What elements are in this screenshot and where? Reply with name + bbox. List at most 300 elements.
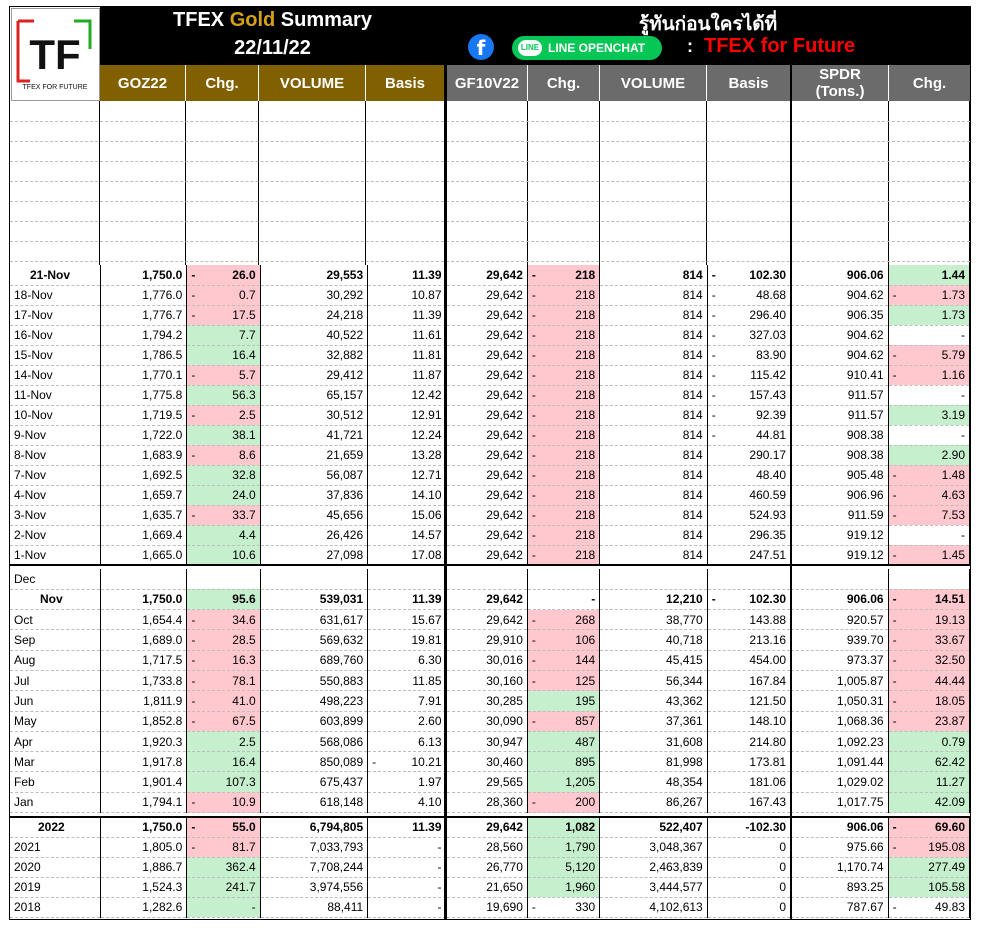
goz-change-value: 107.3 [225, 775, 256, 790]
spdr-header-line2: (Tons.) [815, 83, 865, 100]
row-label [10, 772, 100, 792]
goz-change-value: 0.7 [238, 288, 256, 302]
row-label-value: 4-Nov [14, 488, 47, 502]
negative-sign: - [191, 693, 196, 708]
negative-sign: - [531, 508, 536, 522]
negative-sign: - [531, 612, 536, 627]
goz-change [187, 650, 260, 670]
spdr-change [888, 325, 969, 345]
goz-price-value: 1,750.0 [142, 267, 183, 282]
goz-basis [368, 630, 446, 650]
goz-price-value: 1,776.0 [142, 288, 183, 302]
spdr-change [888, 752, 969, 772]
goz-volume [260, 752, 368, 772]
goz-change-value: 41.0 [232, 693, 256, 708]
brand-name: TFEX for Future [704, 35, 856, 57]
row-label-value: Mar [14, 754, 35, 769]
gf-basis [707, 817, 790, 837]
goz-volume [260, 285, 368, 305]
negative-sign: - [531, 328, 536, 342]
gf-price [446, 305, 527, 325]
table-row [10, 485, 970, 505]
gf-basis-value: 48.40 [756, 468, 787, 482]
goz-volume [260, 610, 368, 630]
spdr-change [888, 569, 969, 589]
spdr-tons-value: 975.66 [846, 840, 884, 854]
spdr-tons [791, 505, 888, 525]
spdr-tons-value: 939.70 [846, 633, 884, 648]
gf-price-value: 29,642 [486, 368, 523, 382]
goz-basis [368, 485, 446, 505]
goz-basis [368, 877, 446, 897]
gf-price-value: 29,642 [486, 267, 523, 282]
spdr-tons-value: 906.35 [846, 308, 884, 322]
goz-change-value: 10.6 [232, 548, 256, 562]
empty-area-row-line [10, 241, 970, 242]
negative-sign: - [892, 673, 897, 688]
gf-basis [707, 837, 790, 857]
gf-change [527, 772, 599, 792]
spdr-tons [791, 877, 888, 897]
gf-basis [707, 691, 790, 711]
spdr-tons [791, 817, 888, 837]
spdr-change-value: 4.63 [941, 488, 965, 502]
spdr-change [888, 265, 969, 285]
goz-change [187, 345, 260, 365]
gf-price-value: 29,642 [486, 592, 523, 607]
gf-price [446, 897, 527, 917]
gf-volume [600, 385, 708, 405]
goz-basis-value: 6.30 [418, 653, 442, 668]
goz-price [100, 817, 186, 837]
negative-sign: - [191, 673, 196, 688]
spdr-change [888, 405, 969, 425]
goz-volume [260, 670, 368, 690]
goz-price [100, 877, 186, 897]
spdr-tons [791, 752, 888, 772]
goz-change-value: 26.0 [232, 267, 256, 282]
spdr-change-value: 1.45 [941, 548, 965, 562]
goz-volume-value: 30,292 [326, 288, 364, 302]
gf-volume-value: 3,444,577 [649, 880, 703, 894]
gf-basis [707, 285, 790, 305]
goz-change-value: 78.1 [232, 673, 256, 688]
row-label-value: Jun [14, 693, 34, 708]
gf-price [446, 405, 527, 425]
table-row [10, 425, 970, 445]
spdr-tons [791, 325, 888, 345]
gf-basis-value: 0 [779, 860, 787, 874]
goz-basis [368, 752, 446, 772]
goz-change [187, 385, 260, 405]
spdr-tons-value: 904.62 [846, 328, 884, 342]
gf-price [446, 772, 527, 792]
goz-volume [260, 711, 368, 731]
goz-volume-value: 539,031 [319, 592, 364, 607]
goz-price-value: 1,692.5 [142, 468, 183, 482]
gf-basis [707, 877, 790, 897]
goz-basis [368, 650, 446, 670]
spdr-change-value: 19.13 [934, 612, 965, 627]
spdr-tons-value: 1,092.23 [836, 734, 884, 749]
gf-volume-value: 81,998 [666, 754, 703, 769]
goz-price-value: 1,920.3 [142, 734, 183, 749]
goz-volume [260, 465, 368, 485]
negative-sign: - [892, 840, 897, 854]
gf-volume [600, 670, 708, 690]
table-row [10, 792, 970, 812]
goz-volume-value: 65,157 [326, 388, 364, 402]
goz-change-value: 28.5 [232, 633, 256, 648]
gf-basis-value: 121.50 [749, 693, 787, 708]
negative-sign: - [191, 508, 196, 522]
negative-sign: - [892, 288, 897, 302]
spdr-tons-value: 919.12 [846, 528, 884, 542]
gf-change-value: 1,790 [565, 840, 596, 854]
gf-change-value: 218 [575, 288, 596, 302]
row-label-value: Sep [14, 633, 36, 648]
gf-volume-value: 43,362 [666, 693, 703, 708]
goz-price-value: 1,635.7 [142, 508, 183, 522]
spdr-change [888, 545, 969, 565]
gf-volume [600, 897, 708, 917]
gf-basis [707, 589, 790, 609]
gf-basis-value: 148.10 [749, 714, 787, 729]
goz-basis [368, 711, 446, 731]
goz-price-value: 1,786.5 [142, 348, 183, 362]
gf-volume [600, 465, 708, 485]
gf-volume-value: 37,361 [666, 714, 703, 729]
table-row [10, 385, 970, 405]
negative-sign: - [531, 288, 536, 302]
gf-change-value: 218 [575, 548, 596, 562]
goz-change [187, 445, 260, 465]
gf-change-value: 218 [575, 508, 596, 522]
negative-sign: - [531, 388, 536, 402]
negative-sign: - [531, 795, 536, 810]
row-label-value: Oct [14, 612, 33, 627]
negative-sign: - [711, 428, 716, 442]
spdr-change-value: 195.08 [928, 840, 965, 854]
goz-change [187, 425, 260, 445]
gf-volume-value: 814 [682, 388, 703, 402]
negative-sign: - [892, 488, 897, 502]
goz-price [100, 569, 186, 589]
table-row [10, 877, 970, 897]
empty-area-row-line [10, 201, 970, 202]
gf-volume [600, 425, 708, 445]
gf-change-value: 218 [575, 328, 596, 342]
goz-volume [260, 630, 368, 650]
gf-basis-value: 102.30 [749, 267, 787, 282]
goz-volume [260, 305, 368, 325]
gf-change [527, 589, 599, 609]
gf-basis [707, 305, 790, 325]
negative-sign: - [711, 388, 716, 402]
table-row [10, 857, 970, 877]
goz-volume-value: 26,426 [326, 528, 364, 542]
gf-volume-value: 814 [682, 267, 703, 282]
goz-volume [260, 545, 368, 565]
gf-price-value: 26,770 [486, 860, 523, 874]
goz-basis-value: 11.39 [412, 267, 442, 282]
row-label-value: 3-Nov [14, 508, 47, 522]
goz-volume-value: 29,412 [326, 368, 364, 382]
gf-volume [600, 711, 708, 731]
gf-volume [600, 817, 708, 837]
goz-basis-value: 17.08 [411, 548, 442, 562]
row-label [10, 465, 100, 485]
gf-volume [600, 325, 708, 345]
gf-change [527, 711, 599, 731]
goz-basis-value: 2.60 [418, 714, 442, 729]
spdr-change [888, 505, 969, 525]
negative-sign: - [892, 693, 897, 708]
goz-change [187, 525, 260, 545]
spdr-change-value: 49.83 [934, 900, 965, 914]
negative-sign: - [531, 408, 536, 422]
goz-change-value: 2.5 [238, 408, 256, 422]
goz-basis-value: 13.28 [411, 448, 442, 462]
gf-volume [600, 857, 708, 877]
gf-price [446, 545, 527, 565]
gf-volume [600, 610, 708, 630]
row-label-value: 14-Nov [14, 368, 53, 382]
gf-volume [600, 569, 708, 589]
gf-change [527, 691, 599, 711]
gf-volume-value: 814 [682, 428, 703, 442]
gf-change-value: 330 [575, 900, 596, 914]
row-label [10, 545, 100, 565]
negative-sign: - [711, 408, 716, 422]
goz-basis-value: - [437, 860, 442, 874]
goz-change [187, 485, 260, 505]
spdr-change [888, 589, 969, 609]
negative-sign: - [892, 468, 897, 482]
goz-basis [368, 305, 446, 325]
table-row [10, 545, 970, 565]
gf-price [446, 485, 527, 505]
goz-basis-value: 14.10 [411, 488, 442, 502]
goz-volume [260, 265, 368, 285]
row-label-value: Jul [14, 673, 30, 688]
gf-price [446, 465, 527, 485]
negative-sign: - [711, 592, 716, 607]
goz-basis-value: 19.81 [411, 633, 442, 648]
gf-change-value: 200 [575, 795, 596, 810]
gf-volume [600, 792, 708, 812]
spdr-change-value: 42.09 [934, 795, 965, 810]
gf-change-value: 195 [575, 693, 596, 708]
goz-change [187, 857, 260, 877]
goz-volume-value: 27,098 [326, 548, 364, 562]
spdr-header-line1: SPDR [819, 66, 861, 83]
gf-volume [600, 772, 708, 792]
goz-price-value: 1,750.0 [142, 819, 183, 834]
goz-change [187, 365, 260, 385]
goz-basis [368, 365, 446, 385]
gf-volume-value: 522,407 [659, 819, 703, 834]
row-label [10, 385, 100, 405]
row-label [10, 569, 100, 589]
negative-sign: - [531, 714, 536, 729]
table-row [10, 610, 970, 630]
row-label-value: 10-Nov [14, 408, 53, 422]
spdr-tons-value: 906.96 [846, 488, 884, 502]
negative-sign: - [892, 819, 897, 834]
goz-change [187, 610, 260, 630]
facebook-icon[interactable]: f [468, 34, 494, 60]
gf-basis [707, 485, 790, 505]
gf-volume [600, 285, 708, 305]
goz-basis [368, 857, 446, 877]
gf-volume-value: 86,267 [666, 795, 703, 810]
gf-price-value: 29,642 [486, 308, 523, 322]
spdr-change-value: 14.51 [934, 592, 965, 607]
col-header-basis-gf: Basis [707, 65, 790, 101]
goz-basis [368, 425, 446, 445]
gf-basis-value: 296.40 [749, 308, 787, 322]
gf-basis-value: 48.68 [756, 288, 787, 302]
title-suffix: Summary [275, 9, 372, 31]
goz-basis-value: 10.87 [411, 288, 442, 302]
goz-volume-value: 550,883 [319, 673, 364, 688]
gf-basis [707, 345, 790, 365]
goz-basis-value: 15.06 [411, 508, 442, 522]
gf-volume-value: 814 [682, 348, 703, 362]
gf-basis-value: 143.88 [749, 612, 787, 627]
goz-basis [368, 505, 446, 525]
gf-basis [707, 752, 790, 772]
row-label [10, 630, 100, 650]
spdr-tons [791, 837, 888, 857]
row-label [10, 345, 100, 365]
goz-change [187, 465, 260, 485]
negative-sign: - [191, 308, 196, 322]
gf-price [446, 445, 527, 465]
gf-basis-value: 102.30 [749, 592, 787, 607]
goz-change [187, 670, 260, 690]
goz-price [100, 772, 186, 792]
spdr-change [888, 365, 969, 385]
gf-change-value: 5,120 [565, 860, 596, 874]
gf-price [446, 630, 527, 650]
page-title [100, 9, 445, 35]
spdr-tons [791, 897, 888, 917]
row-label [10, 670, 100, 690]
goz-basis-value: - [437, 880, 442, 894]
goz-change-value: 241.7 [225, 880, 256, 894]
goz-volume [260, 731, 368, 751]
goz-change-value: 56.3 [232, 388, 256, 402]
gf-change-value: 857 [575, 714, 596, 729]
spdr-change-value: 1.73 [941, 288, 965, 302]
goz-basis [368, 589, 446, 609]
line-openchat-badge[interactable] [512, 36, 662, 60]
gf-volume-value: 3,048,367 [649, 840, 703, 854]
goz-change [187, 752, 260, 772]
gf-volume [600, 589, 708, 609]
gf-change-value: 218 [575, 267, 596, 282]
goz-basis [368, 772, 446, 792]
gf-basis [707, 630, 790, 650]
gf-basis [707, 569, 790, 589]
goz-price-value: 1,733.8 [142, 673, 183, 688]
spdr-change-value: 1.16 [941, 368, 965, 382]
row-label-value: Dec [14, 571, 36, 586]
negative-sign: - [892, 900, 897, 914]
spdr-change-value: 23.87 [934, 714, 965, 729]
row-label-value: 17-Nov [14, 308, 53, 322]
goz-change [187, 589, 260, 609]
row-label [10, 445, 100, 465]
negative-sign: - [191, 819, 196, 834]
goz-change-value: 8.6 [238, 448, 256, 462]
gf-price [446, 265, 527, 285]
goz-basis [368, 792, 446, 812]
goz-price [100, 897, 186, 917]
gf-price [446, 792, 527, 812]
goz-basis [368, 325, 446, 345]
goz-basis-value: 11.81 [412, 348, 442, 362]
spdr-change-value: 3.19 [941, 408, 965, 422]
negative-sign: - [191, 795, 196, 810]
goz-price [100, 425, 186, 445]
gf-change-value: 218 [575, 348, 596, 362]
goz-change-value: 5.7 [238, 368, 256, 382]
goz-basis [368, 385, 446, 405]
report-date: 22/11/22 [234, 37, 311, 59]
negative-sign: - [892, 612, 897, 627]
gf-price [446, 589, 527, 609]
negative-sign: - [531, 653, 536, 668]
goz-volume [260, 817, 368, 837]
gf-price [446, 425, 527, 445]
gf-change [527, 731, 599, 751]
goz-price [100, 731, 186, 751]
gf-basis-value: 524.93 [749, 508, 787, 522]
goz-change [187, 731, 260, 751]
daily-table [10, 265, 970, 566]
goz-basis [368, 610, 446, 630]
gf-volume-value: 48,354 [666, 775, 703, 790]
col-header-chg-gf: Chg. [528, 65, 600, 101]
gf-basis [707, 670, 790, 690]
spdr-tons-value: 908.38 [846, 428, 884, 442]
row-label-value: 2020 [14, 860, 41, 874]
negative-sign: - [191, 448, 196, 462]
spdr-change-value: 62.42 [934, 754, 965, 769]
goz-volume-value: 3,974,556 [309, 880, 364, 894]
col-header-volume-goz: VOLUME [259, 65, 366, 101]
table-row [10, 525, 970, 545]
goz-volume-value: 675,437 [319, 775, 364, 790]
goz-volume [260, 691, 368, 711]
goz-basis [368, 465, 446, 485]
goz-change-value: 16.4 [232, 754, 256, 769]
table-row [10, 465, 970, 485]
spdr-tons-value: 908.38 [846, 448, 884, 462]
spdr-change [888, 485, 969, 505]
gf-basis [707, 265, 790, 285]
goz-change [187, 817, 260, 837]
goz-price-value: 1,805.0 [142, 840, 183, 854]
gf-volume-value: 814 [682, 408, 703, 422]
gf-volume [600, 752, 708, 772]
spdr-tons [791, 545, 888, 565]
row-label [10, 877, 100, 897]
section-divider-yearly [10, 816, 970, 818]
